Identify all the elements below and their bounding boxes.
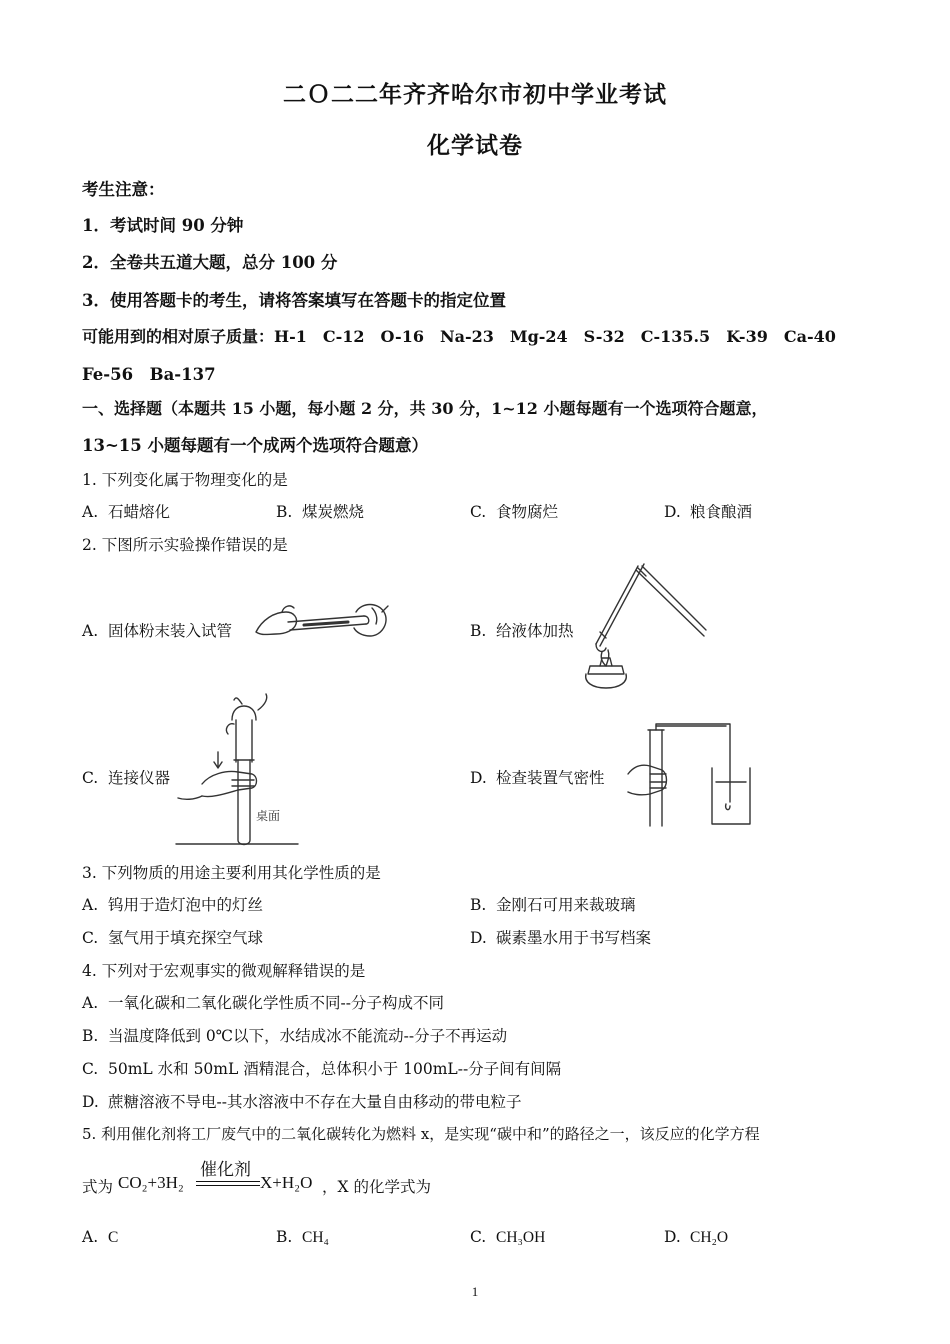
notice-item: 1．考试时间 90 分钟: [82, 216, 244, 235]
option-a: [82, 991, 444, 1013]
option-text: 一氧化碳和二氧化碳化学性质不同--分子构成不同: [108, 994, 444, 1012]
equation-line-bottom: [196, 1185, 260, 1186]
option-letter: C.: [82, 929, 99, 947]
option-d: [664, 1228, 728, 1247]
option-text: 钨用于造灯泡中的灯丝: [108, 896, 264, 914]
option-letter: D.: [664, 1228, 681, 1246]
option-letter: A.: [82, 994, 99, 1012]
option-letter: D.: [470, 929, 487, 947]
heating-liquid-figure: [580, 562, 710, 690]
option-letter: B.: [276, 1228, 293, 1246]
question-stem: 3. 下列物质的用途主要利用其化学性质的是: [82, 864, 381, 882]
option-d: [664, 500, 752, 522]
option-text: CH₂O: [690, 1229, 729, 1246]
option-a: [82, 893, 263, 915]
option-b: [276, 1228, 329, 1247]
section-heading: 一、选择题（本题共 15 小题，每小题 2 分，共 30 分，1~12 小题每题有一个选项符合题意，: [82, 399, 768, 418]
equation-products: X+H₂O: [260, 1173, 313, 1192]
question-stem: 5. 利用催化剂将工厂废气中的二氧化碳转化为燃料 x，是实现“碳中和”的路径之一，该反应的化学方程: [82, 1125, 760, 1143]
option-d: [470, 766, 605, 788]
option-b: [276, 500, 364, 522]
option-text: C: [108, 1229, 119, 1246]
option-c: [470, 500, 558, 522]
chemical-equation: [82, 1157, 682, 1207]
question-stem: 1. 下列变化属于物理变化的是: [82, 471, 288, 489]
option-d: [470, 926, 651, 948]
exam-title: 二Ｏ二二年齐齐哈尔市初中学业考试: [283, 81, 667, 108]
option-d: [82, 1090, 521, 1112]
option-text: 石蜡熔化: [108, 503, 171, 521]
option-text: 固体粉末装入试管: [108, 622, 233, 640]
option-text: 当温度降低到 0℃以下，水结成冰不能流动--分子不再运动: [108, 1027, 508, 1045]
option-letter: A.: [82, 622, 99, 640]
option-text: CH₃OH: [496, 1229, 546, 1246]
option-text: 食物腐烂: [496, 503, 559, 521]
option-text: 检查装置气密性: [496, 769, 605, 787]
option-text: CH₄: [302, 1229, 329, 1246]
option-letter: B.: [470, 622, 487, 640]
exam-subtitle: 化学试卷: [427, 132, 523, 159]
option-text: 蔗糖溶液不导电--其水溶液中不存在大量自由移动的带电粒子: [108, 1093, 522, 1111]
notice-item: 3．使用答题卡的考生，请将答案填写在答题卡的指定位置: [82, 291, 506, 310]
option-letter: C.: [470, 1228, 487, 1246]
atomic-masses-line: Fe-56 Ba-137: [82, 365, 216, 384]
option-a: [82, 1228, 118, 1247]
equation-line-top: [196, 1181, 260, 1182]
powder-into-tube-figure: [252, 598, 392, 648]
option-c: [470, 1228, 545, 1247]
equation-prefix: 式为: [82, 1178, 114, 1196]
option-text: 50mL 水和 50mL 酒精混合，总体积小于 100mL--分子间有间隔: [108, 1060, 562, 1078]
option-c: [82, 1057, 561, 1079]
option-letter: A.: [82, 1228, 99, 1246]
option-b: [470, 893, 636, 915]
option-a: [82, 500, 170, 522]
section-heading: 13~15 小题每题有一个成两个选项符合题意）: [82, 436, 428, 455]
option-letter: B.: [276, 503, 293, 521]
connect-apparatus-figure: [172, 700, 302, 848]
page-number: 1: [471, 1284, 479, 1299]
option-letter: B.: [470, 896, 487, 914]
option-letter: B.: [82, 1027, 99, 1045]
option-letter: A.: [82, 503, 99, 521]
catalyst-condition: 催化剂: [200, 1160, 251, 1180]
table-label: 桌面: [256, 809, 281, 823]
option-letter: D.: [664, 503, 681, 521]
option-text: 连接仪器: [108, 769, 171, 787]
notice-item: 2．全卷共五道大题，总分 100 分: [82, 253, 338, 272]
equation-reactants: CO₂+3H₂: [118, 1173, 184, 1192]
question-stem: 2. 下图所示实验操作错误的是: [82, 536, 288, 554]
option-b: [470, 619, 574, 641]
option-text: 给液体加热: [496, 622, 574, 640]
notice-heading: 考生注意：: [82, 180, 165, 199]
option-a: [82, 619, 232, 641]
question-stem: 4. 下列对于宏观事实的微观解释错误的是: [82, 962, 366, 980]
option-letter: C.: [470, 503, 487, 521]
option-letter: C.: [82, 1060, 99, 1078]
option-c: [82, 926, 263, 948]
option-b: [82, 1024, 507, 1046]
option-text: 粮食酿酒: [690, 503, 753, 521]
atomic-masses-line: 可能用到的相对原子质量：H-1 C-12 O-16 Na-23 Mg-24 S-32 C-135.5 K-39 Ca-40: [82, 327, 836, 346]
option-text: 碳素墨水用于书写档案: [496, 929, 652, 947]
option-letter: A.: [82, 896, 99, 914]
airtightness-check-figure: [626, 724, 752, 830]
equation-suffix: ，X 的化学式为: [322, 1178, 431, 1196]
option-letter: D.: [470, 769, 487, 787]
option-c: [82, 766, 170, 788]
option-letter: C.: [82, 769, 99, 787]
option-letter: D.: [82, 1093, 99, 1111]
option-text: 金刚石可用来裁玻璃: [496, 896, 636, 914]
option-text: 煤炭燃烧: [302, 503, 365, 521]
option-text: 氢气用于填充探空气球: [108, 929, 264, 947]
